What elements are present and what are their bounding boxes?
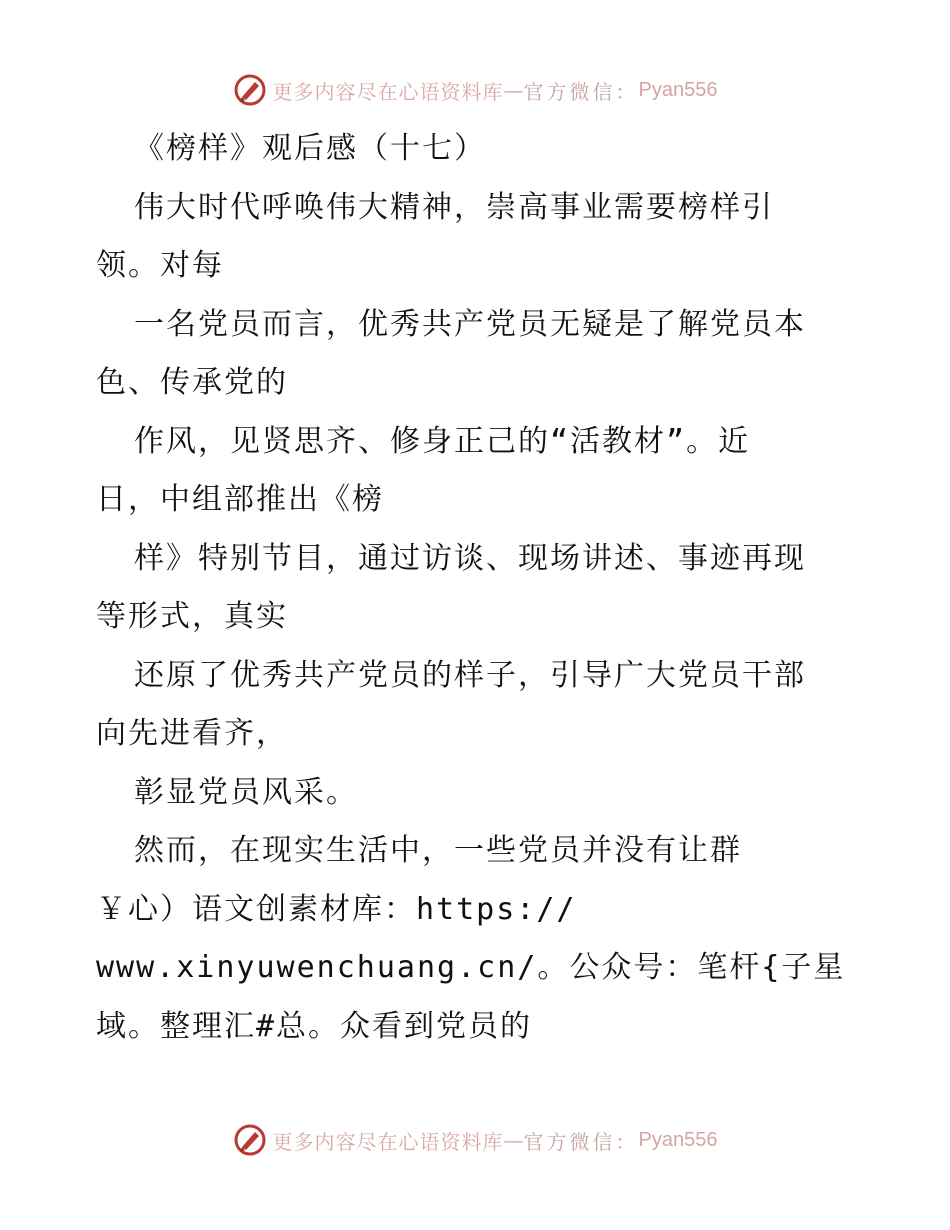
- text-line: 然而，在现实生活中，一些党员并没有让群: [134, 833, 742, 868]
- banner-official: 官方微信：: [523, 1129, 639, 1154]
- banner-dash: —: [503, 1128, 524, 1152]
- text-line: 样》特别节目，通过访谈、现场讲述、事迹再现: [134, 540, 806, 576]
- text-line: 日，中组部推出《榜: [96, 482, 384, 517]
- pen-logo-icon: [233, 1123, 267, 1157]
- pen-logo-icon: [233, 73, 267, 107]
- text-line: 向先进看齐，: [96, 716, 288, 751]
- banner-dash: —: [503, 78, 524, 102]
- footer-banner: [0, 1120, 950, 1160]
- text-line: 作风，见贤思齐、修身正己的“活教材”。近: [134, 423, 751, 459]
- banner-brand: 更多内容尽在心语资料库: [272, 1129, 504, 1154]
- text-line: 还原了优秀共产党员的样子，引导广大党员干部: [134, 657, 806, 693]
- header-banner: [0, 70, 950, 110]
- text-line: 彰显党员风采。: [134, 774, 358, 810]
- banner-official: 官方微信：: [523, 79, 639, 104]
- document-body: [96, 120, 856, 1056]
- text-line: 域。整理汇#总。众看到党员的: [96, 1008, 533, 1044]
- text-line: 色、传承党的: [96, 365, 288, 400]
- banner-brand: 更多内容尽在心语资料库: [272, 79, 504, 104]
- banner-wechat-id: Pyan556: [638, 78, 718, 101]
- text-line: 等形式，真实: [96, 599, 288, 634]
- text-line: 伟大时代呼唤伟大精神，崇高事业需要榜样引: [134, 189, 774, 225]
- text-line: ￥心）语文创素材库：https://: [96, 891, 577, 927]
- banner-wechat-id: Pyan556: [638, 1128, 718, 1151]
- text-line: www.xinyuwenchuang.cn/。公众号：笔杆{子星: [96, 950, 846, 985]
- document-title: 《榜样》观后感（十七）: [134, 131, 486, 166]
- text-line: 一名党员而言，优秀共产党员无疑是了解党员本: [134, 306, 806, 342]
- text-line: 领。对每: [96, 248, 224, 283]
